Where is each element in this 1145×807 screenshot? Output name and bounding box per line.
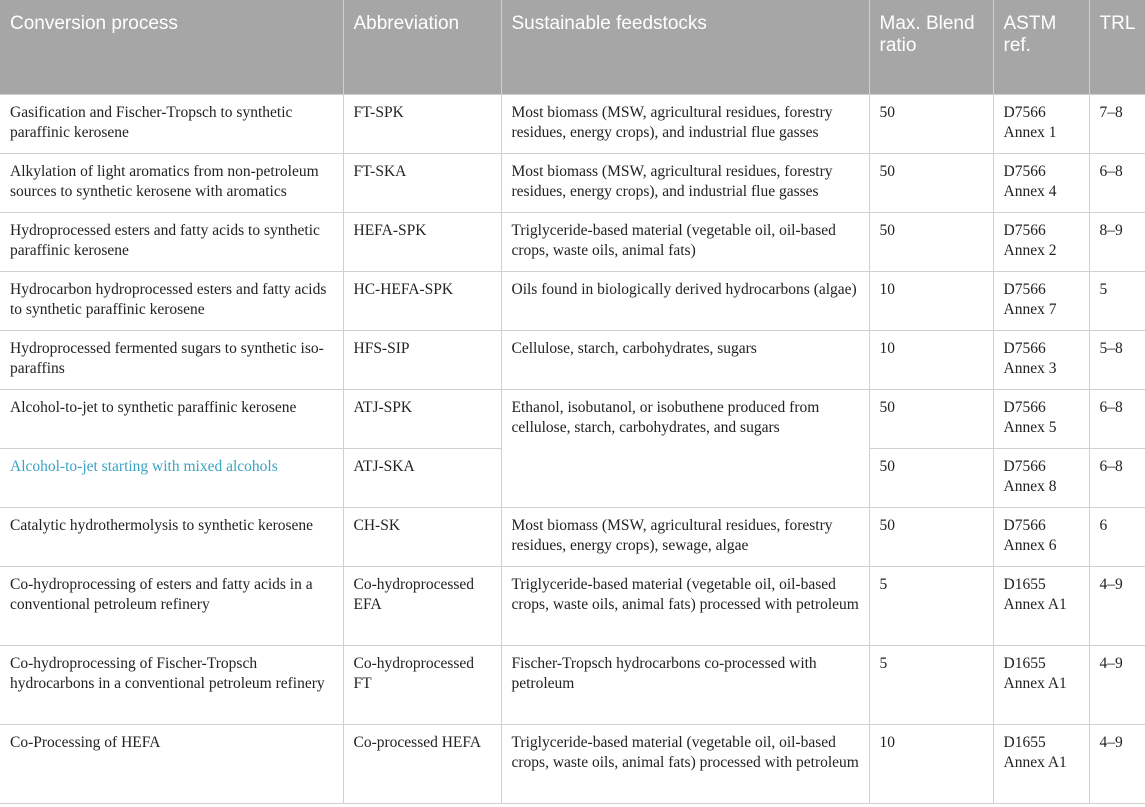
- table-body: [0, 94, 1145, 803]
- cell-process: Hydroprocessed fermented sugars to synthetic iso-paraffins: [0, 330, 343, 389]
- cell-trl: 6: [1089, 507, 1145, 566]
- cell-astm-ref: D7566 Annex 2: [993, 212, 1089, 271]
- header-sustainable-feedstocks: Sustainable feedstocks: [501, 0, 869, 94]
- cell-feedstocks: Fischer-Tropsch hydrocarbons co-processed with petroleum: [501, 645, 869, 724]
- header-max-blend-ratio: Max. Blend ratio: [869, 0, 993, 94]
- cell-process: Hydroprocessed esters and fatty acids to synthetic paraffinic kerosene: [0, 212, 343, 271]
- table-header: [0, 0, 1145, 94]
- cell-abbreviation: Co-hydroprocessed EFA: [343, 566, 501, 645]
- cell-feedstocks: Triglyceride-based material (vegetable oil, oil-based crops, waste oils, animal fats): [501, 212, 869, 271]
- cell-process: Catalytic hydrothermolysis to synthetic kerosene: [0, 507, 343, 566]
- cell-blend-ratio: 50: [869, 212, 993, 271]
- cell-trl: 4–9: [1089, 566, 1145, 645]
- cell-astm-ref: D7566 Annex 7: [993, 271, 1089, 330]
- cell-process-link[interactable]: Alcohol-to-jet starting with mixed alcohols: [0, 448, 343, 507]
- cell-astm-ref: D1655 Annex A1: [993, 566, 1089, 645]
- cell-trl: 4–9: [1089, 645, 1145, 724]
- cell-astm-ref: D7566 Annex 3: [993, 330, 1089, 389]
- table-row: [0, 566, 1145, 645]
- cell-blend-ratio: 50: [869, 389, 993, 448]
- cell-process: Co-Processing of HEFA: [0, 724, 343, 803]
- cell-trl: 4–9: [1089, 724, 1145, 803]
- cell-trl: 5–8: [1089, 330, 1145, 389]
- header-abbreviation: Abbreviation: [343, 0, 501, 94]
- cell-abbreviation: HFS-SIP: [343, 330, 501, 389]
- table-row: [0, 212, 1145, 271]
- cell-process: Co-hydroprocessing of Fischer-Tropsch hydrocarbons in a conventional petroleum refinery: [0, 645, 343, 724]
- cell-blend-ratio: 50: [869, 153, 993, 212]
- cell-abbreviation: Co-processed HEFA: [343, 724, 501, 803]
- table-row: [0, 94, 1145, 153]
- cell-abbreviation: HEFA-SPK: [343, 212, 501, 271]
- cell-trl: 7–8: [1089, 94, 1145, 153]
- cell-blend-ratio: 50: [869, 94, 993, 153]
- cell-feedstocks-merged: Ethanol, isobutanol, or isobuthene produced from cellulose, starch, carbohydrates, and sugars: [501, 389, 869, 507]
- cell-process: Co-hydroprocessing of esters and fatty acids in a conventional petroleum refinery: [0, 566, 343, 645]
- header-row: [0, 0, 1145, 94]
- table-row: [0, 389, 1145, 448]
- header-astm-ref: ASTM ref.: [993, 0, 1089, 94]
- cell-trl: 5: [1089, 271, 1145, 330]
- cell-abbreviation: FT-SPK: [343, 94, 501, 153]
- cell-blend-ratio: 5: [869, 566, 993, 645]
- cell-astm-ref: D1655 Annex A1: [993, 645, 1089, 724]
- header-conversion-process: Conversion process: [0, 0, 343, 94]
- cell-abbreviation: FT-SKA: [343, 153, 501, 212]
- cell-astm-ref: D7566 Annex 1: [993, 94, 1089, 153]
- cell-process: Alcohol-to-jet to synthetic paraffinic kerosene: [0, 389, 343, 448]
- cell-blend-ratio: 10: [869, 271, 993, 330]
- cell-astm-ref: D1655 Annex A1: [993, 724, 1089, 803]
- table-row: [0, 645, 1145, 724]
- cell-process: Hydrocarbon hydroprocessed esters and fatty acids to synthetic paraffinic kerosene: [0, 271, 343, 330]
- cell-blend-ratio: 10: [869, 330, 993, 389]
- cell-trl: 8–9: [1089, 212, 1145, 271]
- cell-trl: 6–8: [1089, 389, 1145, 448]
- cell-feedstocks: Triglyceride-based material (vegetable oil, oil-based crops, waste oils, animal fats) processed with petroleum: [501, 566, 869, 645]
- cell-astm-ref: D7566 Annex 5: [993, 389, 1089, 448]
- cell-blend-ratio: 50: [869, 448, 993, 507]
- cell-process: Gasification and Fischer-Tropsch to synthetic paraffinic kerosene: [0, 94, 343, 153]
- cell-abbreviation: HC-HEFA-SPK: [343, 271, 501, 330]
- cell-blend-ratio: 10: [869, 724, 993, 803]
- cell-feedstocks: Triglyceride-based material (vegetable oil, oil-based crops, waste oils, animal fats) processed with petroleum: [501, 724, 869, 803]
- cell-trl: 6–8: [1089, 153, 1145, 212]
- cell-feedstocks: Cellulose, starch, carbohydrates, sugars: [501, 330, 869, 389]
- header-trl: TRL: [1089, 0, 1145, 94]
- cell-abbreviation: CH-SK: [343, 507, 501, 566]
- cell-astm-ref: D7566 Annex 8: [993, 448, 1089, 507]
- table-row: [0, 330, 1145, 389]
- cell-blend-ratio: 5: [869, 645, 993, 724]
- cell-feedstocks: Most biomass (MSW, agricultural residues, forestry residues, energy crops), and industrial flue gasses: [501, 153, 869, 212]
- cell-feedstocks: Most biomass (MSW, agricultural residues, forestry residues, energy crops), sewage, algae: [501, 507, 869, 566]
- table-row: [0, 153, 1145, 212]
- cell-abbreviation: ATJ-SPK: [343, 389, 501, 448]
- cell-feedstocks: Most biomass (MSW, agricultural residues, forestry residues, energy crops), and industrial flue gasses: [501, 94, 869, 153]
- table-row: [0, 507, 1145, 566]
- cell-trl: 6–8: [1089, 448, 1145, 507]
- cell-process: Alkylation of light aromatics from non-petroleum sources to synthetic kerosene with aromatics: [0, 153, 343, 212]
- cell-astm-ref: D7566 Annex 4: [993, 153, 1089, 212]
- cell-abbreviation: Co-hydroprocessed FT: [343, 645, 501, 724]
- cell-blend-ratio: 50: [869, 507, 993, 566]
- cell-astm-ref: D7566 Annex 6: [993, 507, 1089, 566]
- cell-abbreviation: ATJ-SKA: [343, 448, 501, 507]
- table-row: [0, 724, 1145, 803]
- table-row: [0, 271, 1145, 330]
- cell-feedstocks: Oils found in biologically derived hydrocarbons (algae): [501, 271, 869, 330]
